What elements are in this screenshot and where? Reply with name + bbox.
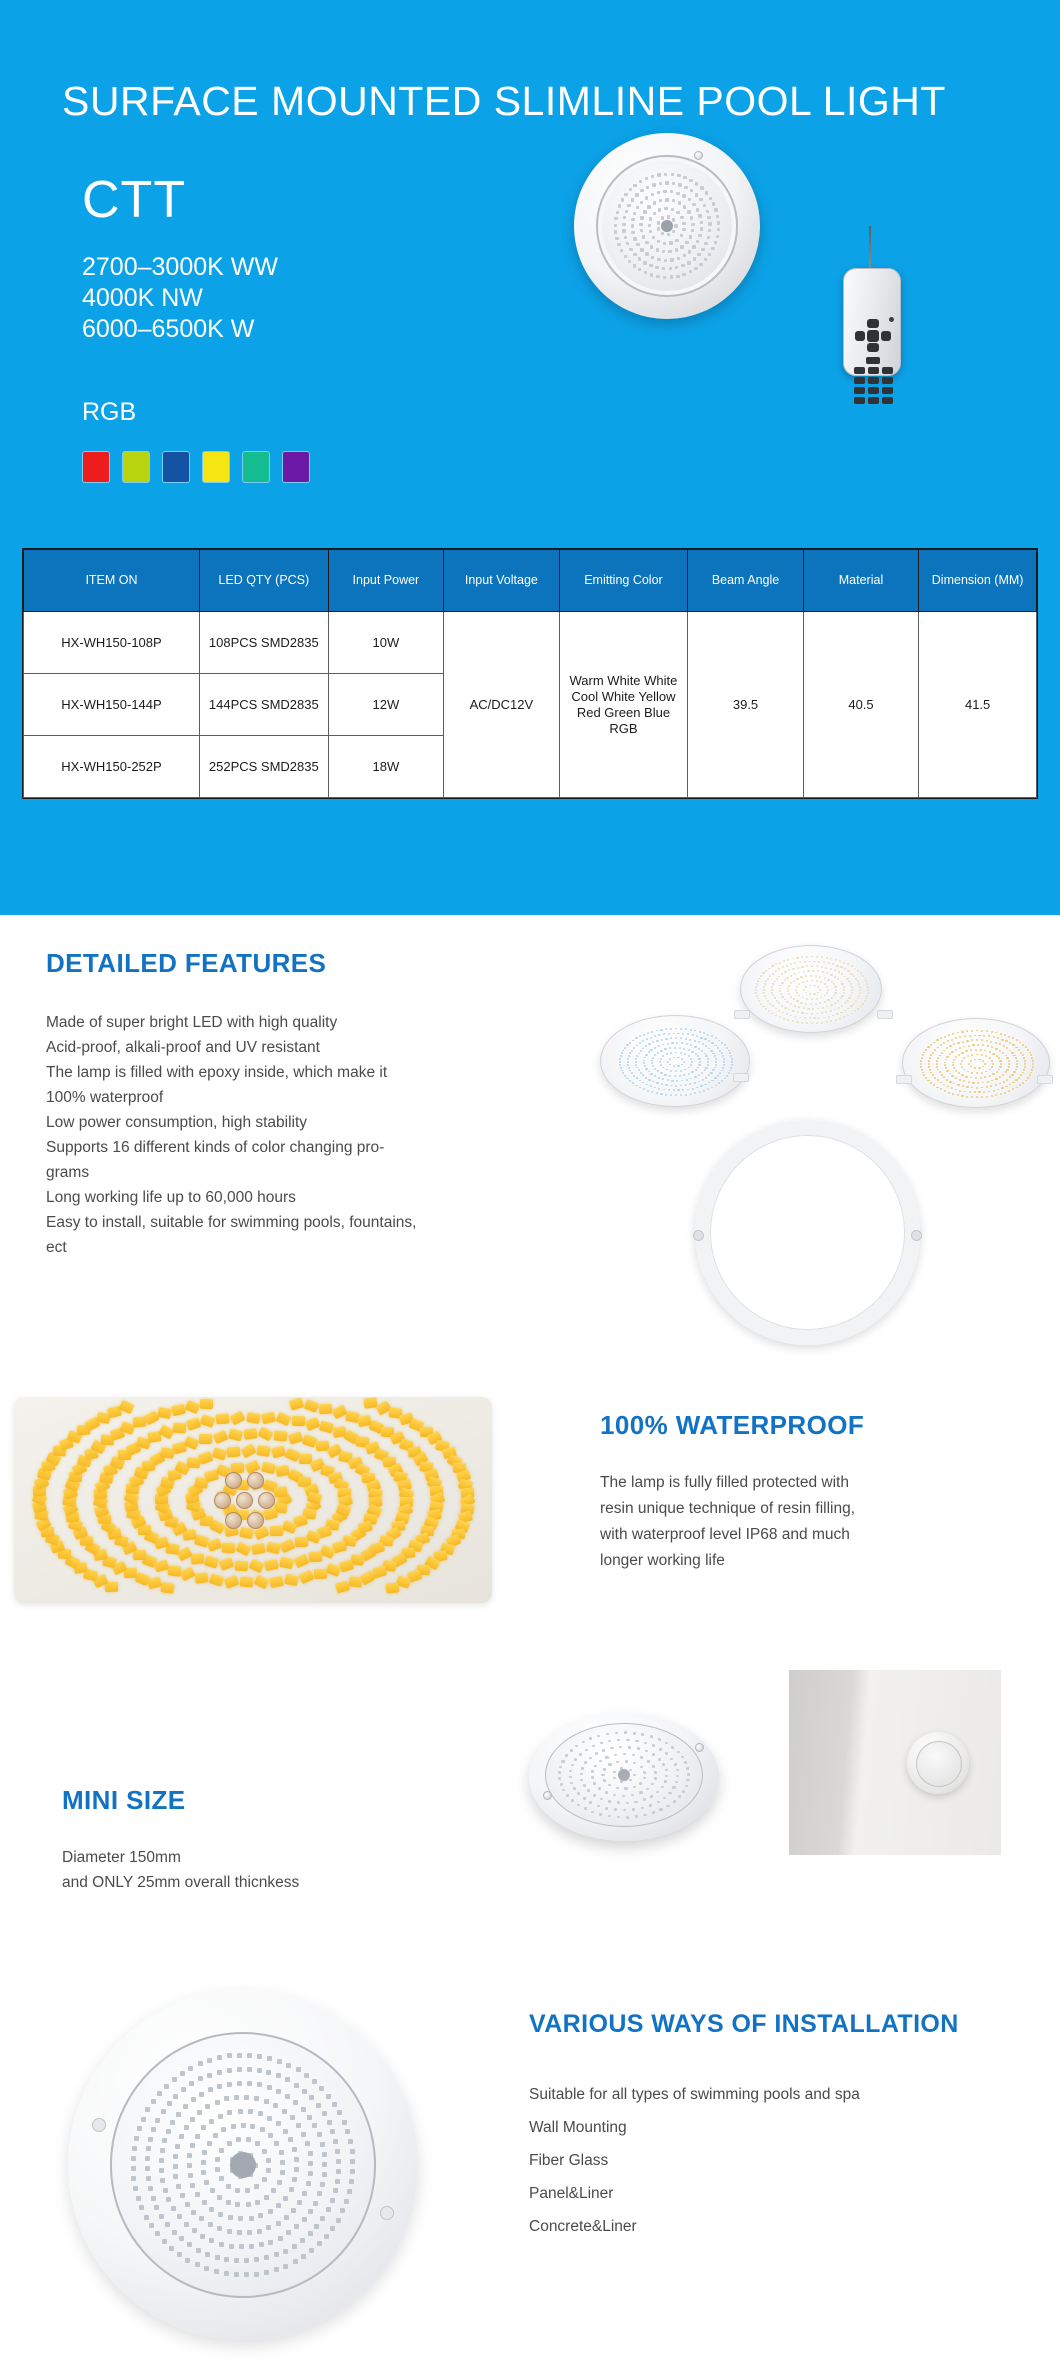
cell-item-on: HX-WH150-252P bbox=[24, 736, 200, 798]
smd-led bbox=[314, 1569, 327, 1579]
col-beam-angle: Beam Angle bbox=[688, 550, 803, 612]
mini-size-heading: MINI SIZE bbox=[62, 1785, 186, 1815]
led-boards-exploded-image bbox=[600, 925, 1050, 1325]
cell-emitting-color: Warm White White Cool White Yellow Red Green Blue RGB bbox=[559, 612, 688, 798]
installation-line: Suitable for all types of swimming pools and spa bbox=[529, 2086, 860, 2103]
mini-size-line: Diameter 150mm bbox=[62, 1849, 181, 1866]
waterproof-line: The lamp is fully filled protected with bbox=[600, 1474, 849, 1491]
cell-input-power: 18W bbox=[328, 736, 443, 798]
smd-led bbox=[171, 1403, 186, 1416]
smd-led bbox=[292, 1416, 305, 1426]
smd-led bbox=[358, 1520, 373, 1533]
cell-item-on: HX-WH150-144P bbox=[24, 674, 200, 736]
smd-led bbox=[275, 1412, 291, 1426]
dpad-ok-button bbox=[867, 330, 879, 342]
mini-size-section bbox=[0, 1665, 1060, 1965]
remote-key bbox=[854, 397, 865, 404]
color-swatch-red bbox=[83, 452, 109, 482]
board-screw bbox=[247, 1472, 264, 1489]
remote-key bbox=[882, 397, 893, 404]
smd-led bbox=[160, 1582, 174, 1594]
smd-led bbox=[258, 1427, 274, 1442]
col-dimension: Dimension (MM) bbox=[919, 550, 1037, 612]
smd-led bbox=[280, 1557, 295, 1569]
mount-ring-hole bbox=[911, 1230, 922, 1241]
remote-key bbox=[882, 367, 893, 374]
cell-led-qty: 252PCS SMD2835 bbox=[199, 736, 328, 798]
smd-led bbox=[241, 1443, 257, 1458]
smd-led bbox=[309, 1552, 322, 1562]
remote-key bbox=[868, 397, 879, 404]
lamp-screw-hole bbox=[543, 1791, 552, 1800]
smd-led bbox=[319, 1421, 334, 1434]
cell-input-power: 10W bbox=[328, 612, 443, 674]
smd-led bbox=[186, 1417, 201, 1431]
smd-led bbox=[266, 1542, 281, 1554]
lamp-screw-hole bbox=[695, 1743, 704, 1752]
smd-led bbox=[240, 1577, 254, 1588]
wall-mounted-photo bbox=[789, 1670, 1001, 1855]
remote-body bbox=[843, 268, 901, 376]
detailed-features-section bbox=[0, 915, 1060, 1375]
installation-line: Concrete&Liner bbox=[529, 2218, 637, 2235]
remote-key bbox=[882, 377, 893, 384]
smd-led bbox=[223, 1575, 239, 1589]
board-mount-tab bbox=[734, 1010, 750, 1019]
smd-led bbox=[295, 1537, 308, 1547]
installation-line: Wall Mounting bbox=[529, 2119, 627, 2136]
page-title: SURFACE MOUNTED SLIMLINE POOL LIGHT bbox=[62, 78, 946, 124]
color-swatch-yellow-green bbox=[123, 452, 149, 482]
cell-material: 40.5 bbox=[803, 612, 918, 798]
detailed-features-heading: DETAILED FEATURES bbox=[46, 948, 327, 978]
smd-led bbox=[270, 1525, 283, 1535]
smd-led bbox=[251, 1543, 266, 1555]
hero-banner bbox=[0, 0, 1060, 915]
smd-led bbox=[179, 1567, 195, 1582]
board-mount-tab bbox=[733, 1073, 749, 1082]
smd-led bbox=[234, 1560, 248, 1571]
rgb-swatch-row bbox=[83, 452, 309, 482]
color-swatch-yellow bbox=[203, 452, 229, 482]
smd-led bbox=[227, 1446, 241, 1457]
cell-input-voltage: AC/DC12V bbox=[444, 612, 559, 798]
smd-led bbox=[305, 1417, 321, 1431]
smd-led bbox=[261, 1462, 276, 1475]
installation-heading: VARIOUS WAYS OF INSTALLATION bbox=[529, 2010, 959, 2038]
smd-led bbox=[228, 1428, 243, 1441]
feature-line: ect bbox=[46, 1239, 67, 1256]
feature-line: 100% waterproof bbox=[46, 1089, 164, 1106]
remote-antenna bbox=[869, 226, 871, 272]
led-board-white bbox=[740, 945, 882, 1033]
lamp-screw-hole bbox=[92, 2118, 106, 2132]
board-screw bbox=[247, 1512, 264, 1529]
cct-line-2: 6000–6500K W bbox=[82, 315, 255, 343]
col-led-qty: LED QTY (PCS) bbox=[199, 550, 328, 612]
smd-led bbox=[243, 1428, 257, 1440]
mount-ring-hole bbox=[693, 1230, 704, 1241]
cell-item-on: HX-WH150-108P bbox=[24, 612, 200, 674]
rgb-label: RGB bbox=[82, 398, 137, 426]
remote-key bbox=[868, 387, 879, 394]
board-screw bbox=[214, 1492, 231, 1509]
smd-led bbox=[319, 1404, 333, 1415]
waterproof-line: resin unique technique of resin filling, bbox=[600, 1500, 856, 1517]
cell-dimension: 41.5 bbox=[919, 612, 1037, 798]
lamp-lens bbox=[110, 2032, 376, 2298]
lamp-screw-hole bbox=[380, 2206, 394, 2220]
smd-led bbox=[284, 1574, 299, 1586]
smd-led bbox=[257, 1445, 271, 1457]
smd-led bbox=[198, 1451, 214, 1465]
feature-line: The lamp is filled with epoxy inside, which make it bbox=[46, 1064, 388, 1081]
dpad-right-button bbox=[881, 331, 891, 341]
smd-led bbox=[254, 1575, 270, 1590]
specification-table bbox=[22, 548, 1038, 799]
smd-led bbox=[285, 1448, 301, 1462]
detailed-features-list bbox=[46, 1010, 506, 1260]
smd-led bbox=[216, 1414, 230, 1425]
waterproof-line: with waterproof level IP68 and much bbox=[600, 1526, 850, 1543]
smd-led bbox=[200, 1414, 216, 1428]
board-screw bbox=[225, 1512, 242, 1529]
smd-led bbox=[190, 1553, 204, 1564]
smd-led bbox=[200, 1399, 213, 1409]
pool-light-product-image bbox=[574, 133, 760, 319]
feature-line: Supports 16 different kinds of color changing pro- bbox=[46, 1139, 385, 1156]
pool-light-front-image bbox=[68, 1990, 418, 2340]
table-header-row bbox=[24, 550, 1037, 612]
smd-led bbox=[195, 1572, 209, 1583]
smd-led bbox=[157, 1407, 172, 1419]
smd-led bbox=[230, 1411, 246, 1426]
col-input-voltage: Input Voltage bbox=[444, 550, 559, 612]
cell-led-qty: 108PCS SMD2835 bbox=[199, 612, 328, 674]
waterproof-section bbox=[0, 1375, 1060, 1665]
mini-size-line: and ONLY 25mm overall thicnkess bbox=[62, 1874, 300, 1891]
lamp-lens bbox=[545, 1723, 703, 1827]
smd-led bbox=[261, 1412, 276, 1425]
smd-led bbox=[199, 1434, 212, 1444]
smd-led bbox=[289, 1397, 304, 1410]
led-pcb-closeup-image bbox=[14, 1397, 492, 1603]
smd-led bbox=[339, 1559, 354, 1572]
smd-led bbox=[206, 1538, 222, 1552]
lamp-screw-hole bbox=[694, 151, 703, 160]
cct-line-1: 4000K NW bbox=[82, 284, 203, 312]
feature-line: Long working life up to 60,000 hours bbox=[46, 1189, 296, 1206]
remote-key bbox=[868, 377, 879, 384]
waterproof-description bbox=[600, 1470, 1000, 1574]
feature-line: Low power consumption, high stability bbox=[46, 1114, 308, 1131]
smd-led bbox=[204, 1555, 219, 1568]
dpad-down-button bbox=[867, 343, 879, 352]
smd-led bbox=[293, 1553, 309, 1568]
remote-control-image bbox=[843, 226, 901, 338]
waterproof-line: longer working life bbox=[600, 1552, 725, 1569]
installation-list bbox=[529, 2078, 999, 2243]
installation-section bbox=[0, 1965, 1060, 2371]
smd-led bbox=[167, 1565, 181, 1577]
smd-led bbox=[184, 1399, 200, 1413]
lamp-led-face bbox=[602, 161, 732, 291]
mounting-ring bbox=[695, 1120, 920, 1345]
remote-key bbox=[854, 367, 865, 374]
cell-beam-angle: 39.5 bbox=[688, 612, 803, 798]
board-mount-tab bbox=[896, 1075, 912, 1084]
board-mount-tab bbox=[1037, 1075, 1053, 1084]
feature-line: Acid-proof, alkali-proof and UV resistant bbox=[46, 1039, 320, 1056]
led-board-warm-white bbox=[902, 1018, 1050, 1108]
cell-input-power: 12W bbox=[328, 674, 443, 736]
smd-led bbox=[348, 1577, 362, 1589]
remote-keypad bbox=[853, 357, 893, 407]
led-board-cool-white bbox=[600, 1015, 750, 1107]
mini-size-description bbox=[62, 1845, 422, 1895]
remote-key bbox=[868, 367, 879, 374]
feature-line: grams bbox=[46, 1164, 90, 1181]
cct-line-0: 2700–3000K WW bbox=[82, 253, 278, 281]
smd-led bbox=[385, 1582, 399, 1593]
board-screw bbox=[258, 1492, 275, 1509]
smd-led bbox=[265, 1559, 280, 1571]
color-swatch-blue bbox=[163, 452, 189, 482]
smd-led bbox=[212, 1429, 228, 1443]
color-swatch-purple bbox=[283, 452, 309, 482]
board-mount-tab bbox=[877, 1010, 893, 1019]
smd-led bbox=[372, 1566, 387, 1579]
col-item-on: ITEM ON bbox=[24, 550, 200, 612]
smd-led bbox=[249, 1559, 265, 1574]
dpad-left-button bbox=[855, 331, 865, 341]
waterproof-heading: 100% WATERPROOF bbox=[600, 1410, 865, 1440]
col-emitting-color: Emitting Color bbox=[559, 550, 688, 612]
cell-led-qty: 144PCS SMD2835 bbox=[199, 674, 328, 736]
smd-led bbox=[218, 1557, 234, 1571]
smd-led bbox=[222, 1542, 236, 1553]
remote-key bbox=[882, 387, 893, 394]
smd-led bbox=[173, 1422, 187, 1433]
dpad-up-button bbox=[867, 319, 879, 328]
smd-led bbox=[271, 1446, 286, 1459]
ctt-label: CTT bbox=[82, 171, 187, 229]
smd-led bbox=[335, 1580, 350, 1593]
remote-dpad bbox=[855, 319, 891, 352]
smd-led bbox=[209, 1573, 224, 1586]
smd-led bbox=[274, 1430, 288, 1441]
installation-line: Panel&Liner bbox=[529, 2185, 614, 2202]
smd-led bbox=[298, 1570, 314, 1585]
wall-mounted-lamp bbox=[907, 1732, 969, 1794]
smd-led bbox=[235, 1542, 251, 1557]
remote-key bbox=[854, 387, 865, 394]
feature-line: Easy to install, suitable for swimming pools, fountains, bbox=[46, 1214, 417, 1231]
remote-key bbox=[866, 357, 880, 364]
smd-led bbox=[274, 1487, 288, 1498]
smd-led bbox=[246, 1411, 261, 1423]
feature-line: Made of super bright LED with high quality bbox=[46, 1014, 338, 1031]
smd-led bbox=[280, 1539, 296, 1554]
smd-led bbox=[304, 1399, 320, 1413]
col-input-power: Input Power bbox=[328, 550, 443, 612]
slimline-lamp-angle-image bbox=[529, 1687, 719, 1857]
color-swatch-teal-green bbox=[243, 452, 269, 482]
smd-led bbox=[211, 1447, 226, 1461]
remote-key bbox=[854, 377, 865, 384]
table-row bbox=[24, 612, 1037, 674]
col-material: Material bbox=[803, 550, 918, 612]
cct-list bbox=[82, 252, 278, 345]
board-screw bbox=[236, 1492, 253, 1509]
board-screw bbox=[225, 1472, 242, 1489]
smd-led bbox=[269, 1575, 284, 1587]
installation-line: Fiber Glass bbox=[529, 2152, 609, 2169]
